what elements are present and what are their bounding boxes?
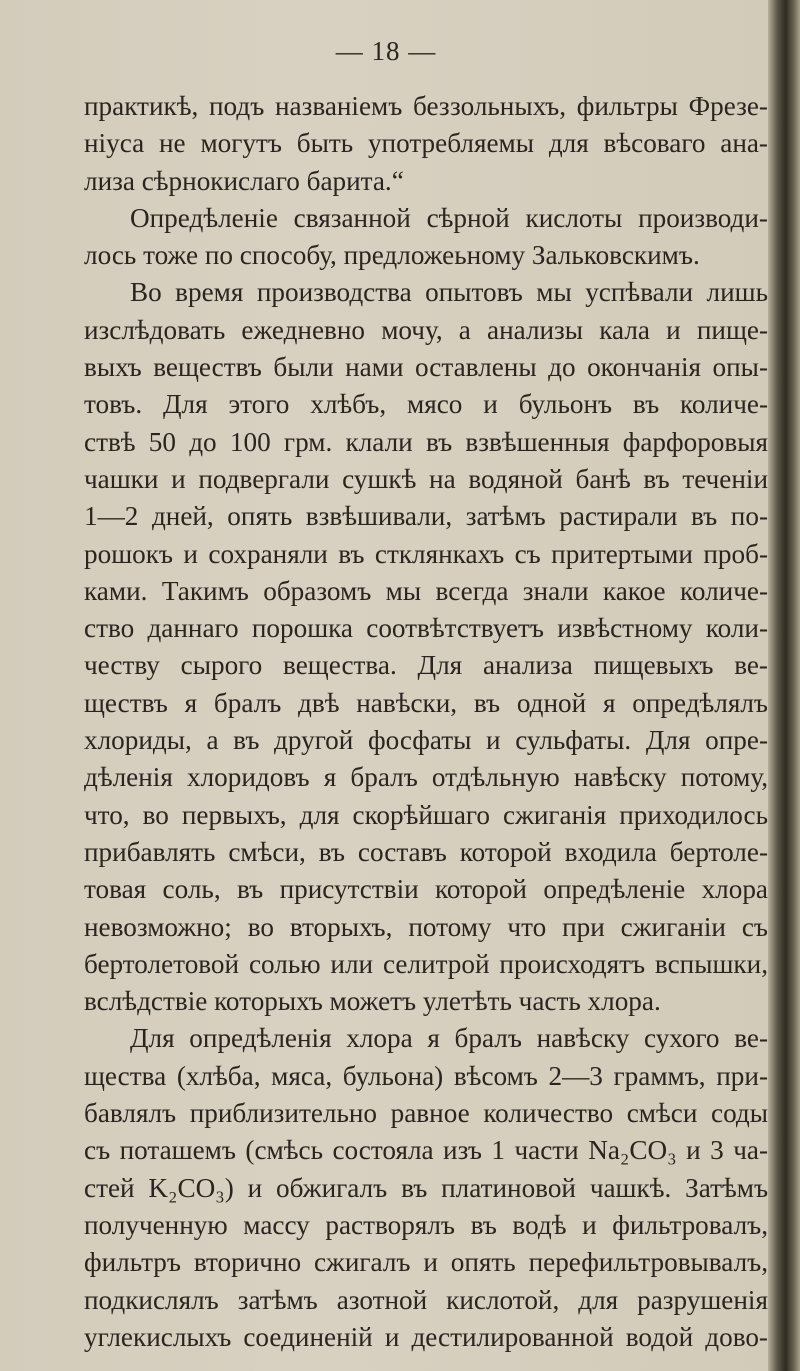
text-line: съ поташемъ (смѣсь состояла изъ 1 части Na₂CO₃ и 3 ча- <box>84 1135 768 1166</box>
text-line: Во время производства опытовъ мы успѣвали лишь <box>130 277 768 308</box>
text-line: вслѣдствіе которыхъ можетъ улетѣть часть хлора. <box>84 986 661 1017</box>
text-line: бавлялъ приблизительно равное количество смѣси соды <box>84 1098 768 1129</box>
text-line: честву сырого вещества. Для анализа пищевыхъ ве- <box>84 650 768 681</box>
text-line: Опредѣленіе связанной сѣрной кислоты производи- <box>130 202 768 233</box>
text-line: дѣленія хлоридовъ я бралъ отдѣльную навѣску потому, <box>84 762 768 793</box>
text-line: товая соль, въ присутствіи которой опредѣленіе хлора <box>84 874 768 905</box>
text-line: чашки и подвергали сушкѣ на водяной банѣ въ теченіи <box>84 463 768 494</box>
text-line: ствѣ 50 до 100 грм. клали въ взвѣшенныя фарфоровыя <box>84 426 768 457</box>
text-line: лось тоже по способу, предложеьному Зальковскимъ. <box>84 240 700 271</box>
text-line: 1—2 дней, опять взвѣшивали, затѣмъ растирали въ по- <box>84 501 768 532</box>
text-line: хлориды, а въ другой фосфаты и сульфаты. Для опре- <box>84 725 768 756</box>
text-line: стей K₂CO₃) и обжигалъ въ платиновой чашкѣ. Затѣмъ <box>84 1172 768 1203</box>
text-line: ками. Такимъ образомъ мы всегда знали какое количе- <box>84 575 768 606</box>
text-line: углекислыхъ соединеній и дестилированной водой дово- <box>84 1321 768 1352</box>
text-line: что, во первыхъ, для скорѣйшаго сжиганія приходилось <box>84 799 768 830</box>
text-line: бертолетовой солью или селитрой происходятъ вспышки, <box>84 948 768 979</box>
body-text <box>84 88 768 1356</box>
page-number-header: — 18 — <box>335 36 437 66</box>
text-line: фильтръ вторично сжигалъ и опять перефильтровывалъ, <box>84 1247 768 1278</box>
text-line: изслѣдовать ежедневно мочу, а анализы кала и пище- <box>84 314 768 345</box>
text-line: подкислялъ затѣмъ азотной кислотой, для разрушенія <box>84 1284 768 1315</box>
book-binding-edge <box>768 0 800 1371</box>
text-line: рошокъ и сохраняли въ стклянкахъ съ притертыми проб- <box>84 538 768 569</box>
text-line: ство даннаго порошка соотвѣтствуетъ извѣстному коли- <box>84 613 768 644</box>
text-line: невозможно; во вторыхъ, потому что при сжиганіи съ <box>84 911 768 942</box>
text-line: Для опредѣленія хлора я бралъ навѣску сухого ве- <box>130 1023 768 1054</box>
text-line: товъ. Для этого хлѣбъ, мясо и бульонъ въ количе- <box>84 389 768 420</box>
text-line: ніуса не могутъ быть употребляемы для вѣсоваго ана- <box>84 128 768 159</box>
text-line: полученную массу растворялъ въ водѣ и фильтровалъ, <box>84 1209 768 1240</box>
text-line: практикѣ, подъ названіемъ беззольныхъ, фильтры Фрезе- <box>84 91 768 121</box>
text-line: щества (хлѣба, мяса, бульона) вѣсомъ 2—3 граммъ, при- <box>84 1060 768 1091</box>
text-line: ществъ я бралъ двѣ навѣски, въ одной я опредѣлялъ <box>84 687 768 718</box>
text-line: лиза сѣрнокислаго барита.“ <box>84 165 404 196</box>
text-line: выхъ веществъ были нами оставлены до окончанія опы- <box>84 352 768 383</box>
text-line: прибавлять смѣси, въ составъ которой входила бертоле- <box>84 836 768 867</box>
